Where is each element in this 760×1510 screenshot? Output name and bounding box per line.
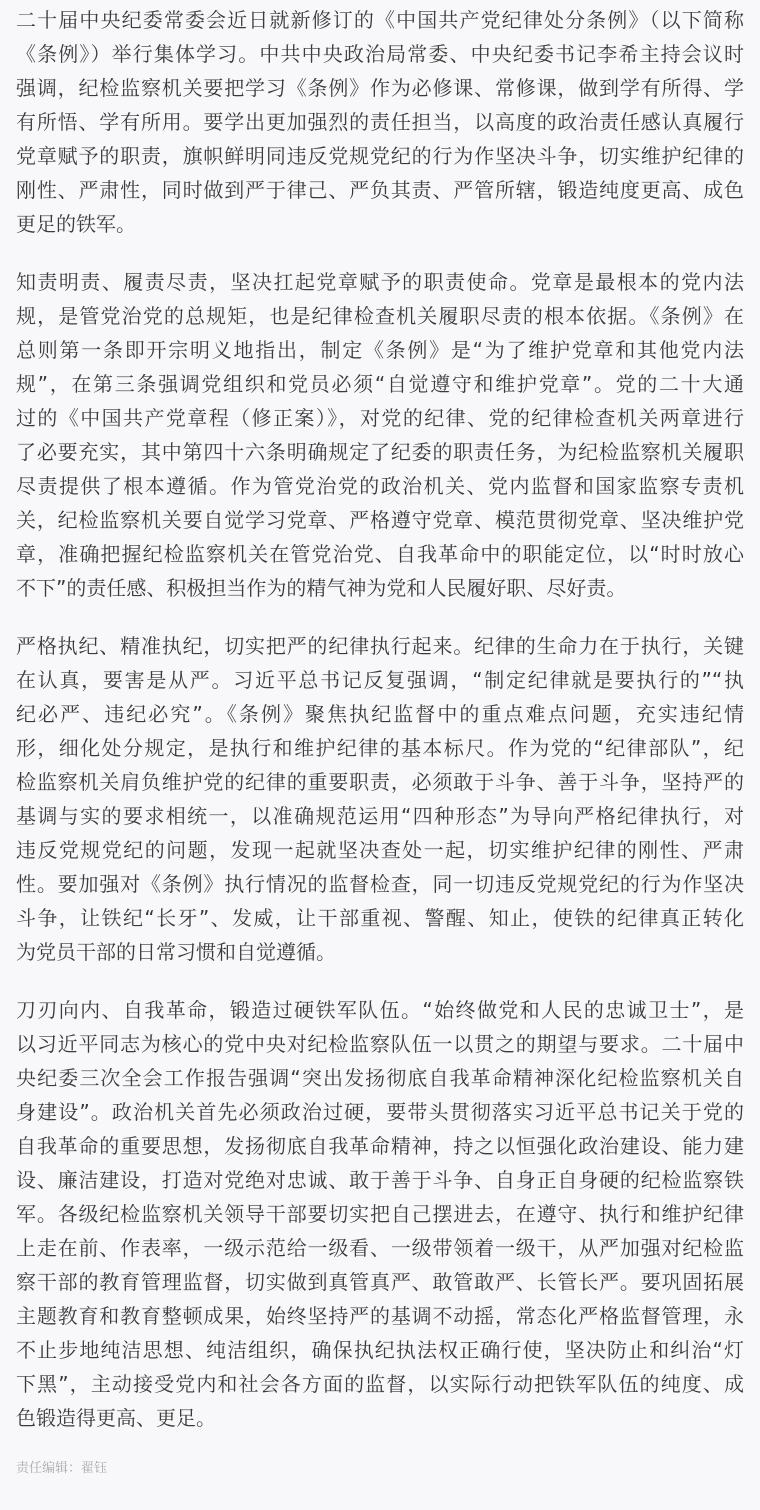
paragraph-line: 不下”的责任感、积极担当作为的精气神为党和人民履好职、尽好责。 [16,576,627,600]
paragraph-line: 察干部的教育管理监督，切实做到真管真严、敢管敢严、长管长严。要巩固拓展 [16,1270,744,1294]
paragraph-line: 党章赋予的职责，旗帜鲜明同违反党规党纪的行为作坚决斗争，切实维护纪律的 [16,144,744,168]
paragraph-line: 章，准确把握纪检监察机关在管党治党、自我革命中的职能定位，以“时时放心 [16,542,744,566]
paragraph-line: 刚性、严肃性，同时做到严于律己、严负其责、严管所辖，锻造纯度更高、成色 [16,178,744,202]
paragraph-line: 上走在前、作表率，一级示范给一级看、一级带领着一级干，从严加强对纪检监 [16,1236,744,1260]
paragraph-line: 设、廉洁建设，打造对党绝对忠诚、敢于善于斗争、自身正自身硬的纪检监察铁 [16,1168,744,1192]
article-paragraph [16,993,744,1435]
paragraph-line: 强调，纪检监察机关要把学习《条例》作为必修课、常修课，做到学有所得、学 [16,76,744,100]
article-paragraph [16,265,744,605]
article-paragraph [16,629,744,969]
paragraph-line: 形，细化处分规定，是执行和维护纪律的基本标尺。作为党的“纪律部队”，纪 [16,736,744,760]
paragraph-line: 检监察机关肩负维护党的纪律的重要职责，必须敢于斗争、善于斗争，坚持严的 [16,770,744,794]
paragraph-line: 色锻造得更高、更足。 [16,1406,216,1430]
article-paragraph [16,3,744,241]
paragraph-line: 刀刃向内、自我革命，锻造过硬铁军队伍。“始终做党和人民的忠诚卫士”，是 [16,998,744,1022]
paragraph-line: 为党员干部的日常习惯和自觉遵循。 [16,940,336,964]
paragraph-line: 基调与实的要求相统一，以准确规范运用“四种形态”为导向严格纪律执行，对 [16,804,744,828]
paragraph-line: 在认真，要害是从严。习近平总书记反复强调，“制定纪律就是要执行的”“执 [16,668,744,692]
paragraph-line: 《条例》）举行集体学习。中共中央政治局常委、中央纪委书记李希主持会议时 [16,42,744,66]
paragraph-line: 二十届中央纪委常委会近日就新修订的《中国共产党纪律处分条例》（以下简称 [16,8,744,32]
paragraph-line: 不止步地纯洁思想、纯洁组织，确保执纪执法权正确行使，坚决防止和纠治“灯 [16,1338,744,1362]
paragraph-line: 主题教育和教育整顿成果，始终坚持严的基调不动摇，常态化严格监督管理，永 [16,1304,744,1328]
paragraph-line: 身建设”。政治机关首先必须政治过硬，要带头贯彻落实习近平总书记关于党的 [16,1100,744,1124]
paragraph-line: 知责明责、履责尽责，坚决扛起党章赋予的职责使命。党章是最根本的党内法 [16,270,744,294]
paragraph-line: 斗争，让铁纪“长牙”、发威，让干部重视、警醒、知止，使铁的纪律真正转化 [16,906,744,930]
responsible-editor: 责任编辑：翟钰 [16,1461,108,1476]
paragraph-line: 军。各级纪检监察机关领导干部要切实把自己摆进去，在遵守、执行和维护纪律 [16,1202,744,1226]
paragraph-line: 纪必严、违纪必究”。《条例》聚焦执纪监督中的重点难点问题，充实违纪情 [16,702,744,726]
paragraph-line: 更足的铁军。 [16,212,136,236]
paragraph-line: 性。要加强对《条例》执行情况的监督检查，同一切违反党规党纪的行为作坚决 [16,872,744,896]
paragraph-line: 严格执纪、精准执纪，切实把严的纪律执行起来。纪律的生命力在于执行，关键 [16,634,744,658]
paragraph-line: 了必要充实，其中第四十六条明确规定了纪委的职责任务，为纪检监察机关履职 [16,440,744,464]
paragraph-line: 规，是管党治党的总规矩，也是纪律检查机关履职尽责的根本依据。《条例》在 [16,304,744,328]
paragraph-line: 自我革命的重要思想，发扬彻底自我革命精神，持之以恒强化政治建设、能力建 [16,1134,744,1158]
paragraph-line: 规”，在第三条强调党组织和党员必须“自觉遵守和维护党章”。党的二十大通 [16,372,744,396]
paragraph-line: 违反党规党纪的问题，发现一起就坚决查处一起，切实维护纪律的刚性、严肃 [16,838,744,862]
paragraph-line: 有所悟、学有所用。要学出更加强烈的责任担当，以高度的政治责任感认真履行 [16,110,744,134]
paragraph-line: 总则第一条即开宗明义地指出，制定《条例》是“为了维护党章和其他党内法 [16,338,744,362]
paragraph-line: 以习近平同志为核心的党中央对纪检监察队伍一以贯之的期望与要求。二十届中 [16,1032,744,1056]
paragraph-line: 关，纪检监察机关要自觉学习党章、严格遵守党章、模范贯彻党章、坚决维护党 [16,508,744,532]
paragraph-line: 尽责提供了根本遵循。作为管党治党的政治机关、党内监督和国家监察专责机 [16,474,744,498]
paragraph-line: 央纪委三次全会工作报告强调“突出发扬彻底自我革命精神深化纪检监察机关自 [16,1066,744,1090]
paragraph-line: 过的《中国共产党章程（修正案）》，对党的纪律、党的纪律检查机关两章进行 [16,406,744,430]
paragraph-line: 下黑”，主动接受党内和社会各方面的监督，以实际行动把铁军队伍的纯度、成 [16,1372,744,1396]
